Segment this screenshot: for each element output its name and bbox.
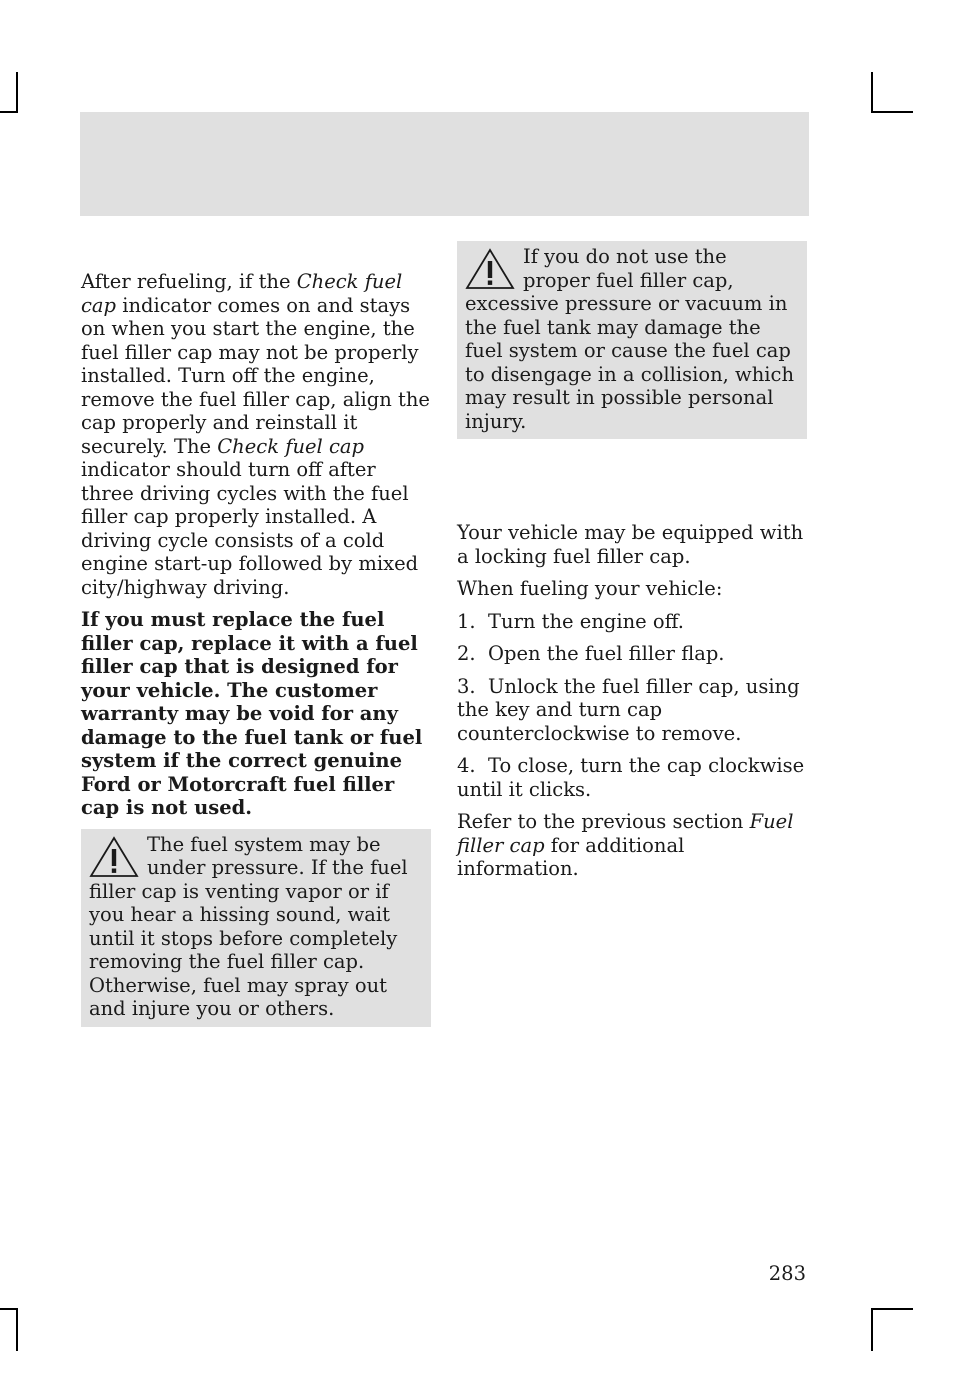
list-item: 3. Unlock the fuel filler cap, using the key and turn cap counterclockwise to remove.: [457, 674, 800, 745]
list-item: 1. Turn the engine off.: [457, 609, 684, 633]
list-item: 4. To close, turn the cap clockwise until it clicks.: [457, 754, 805, 801]
crop-mark-top-left-v: [16, 72, 18, 113]
locking-cap-intro: Your vehicle may be equipped with a locking fuel filler cap.: [457, 521, 804, 568]
left-column: [81, 270, 431, 1036]
indicator-name: Check fuel cap: [81, 270, 403, 317]
header-band: [80, 112, 809, 216]
crop-mark-bottom-right-v: [871, 1308, 873, 1351]
pressure-warning-box: [81, 829, 431, 1027]
refuel-paragraph: After refueling, if the Check fuel cap indicator comes on and stays on when you start the engine, the fuel filler cap may not be properly installed. Turn off the engine, remove the fuel filler cap, align the cap properly and reinstall it securely. The Check fuel cap indicator should turn off after three driving cycles with the fuel filler cap properly installed. A driving cycle consists of a cold engine start-up followed by mixed city/highway driving.: [81, 270, 430, 599]
crop-mark-bottom-right-h: [871, 1308, 913, 1310]
crop-mark-top-left-h: [0, 111, 18, 113]
section-reference: Fuel filler cap: [457, 810, 794, 857]
warning-triangle-icon: [465, 247, 515, 291]
when-fueling-heading: When fueling your vehicle:: [457, 577, 723, 600]
crop-mark-top-right-h: [871, 111, 913, 113]
warning-text: The fuel system may be under pressure. If the fuel filler cap is venting vapor or if you hear a hissing sound, wait until it stops before completely removing the fuel filler cap. Otherwise, fuel may spray out and injure you or others.: [89, 832, 408, 1020]
indicator-name: Check fuel cap: [217, 434, 365, 458]
right-column: [457, 241, 807, 890]
page-number: 283: [768, 1262, 806, 1285]
replacement-notice: If you must replace the fuel filler cap, replace it with a fuel filler cap that is designed for your vehicle. The customer warranty may be void for any damage to the fuel tank or fuel system if the correct genuine Ford or Motorcraft fuel filler cap is not used.: [81, 608, 423, 819]
warning-triangle-icon: [89, 835, 139, 879]
warning-text: If you do not use the proper fuel filler cap, excessive pressure or vacuum in the fuel tank may damage the fuel system or cause the fuel cap to disengage in a collision, which may result in possible personal injury.: [465, 245, 795, 433]
crop-mark-top-right-v: [871, 72, 873, 113]
list-item: 2. Open the fuel filler flap.: [457, 642, 725, 665]
refer-paragraph: Refer to the previous section Fuel filler cap for additional information.: [457, 810, 794, 880]
cap-warning-box: [457, 241, 807, 439]
crop-mark-bottom-left-v: [16, 1308, 18, 1351]
